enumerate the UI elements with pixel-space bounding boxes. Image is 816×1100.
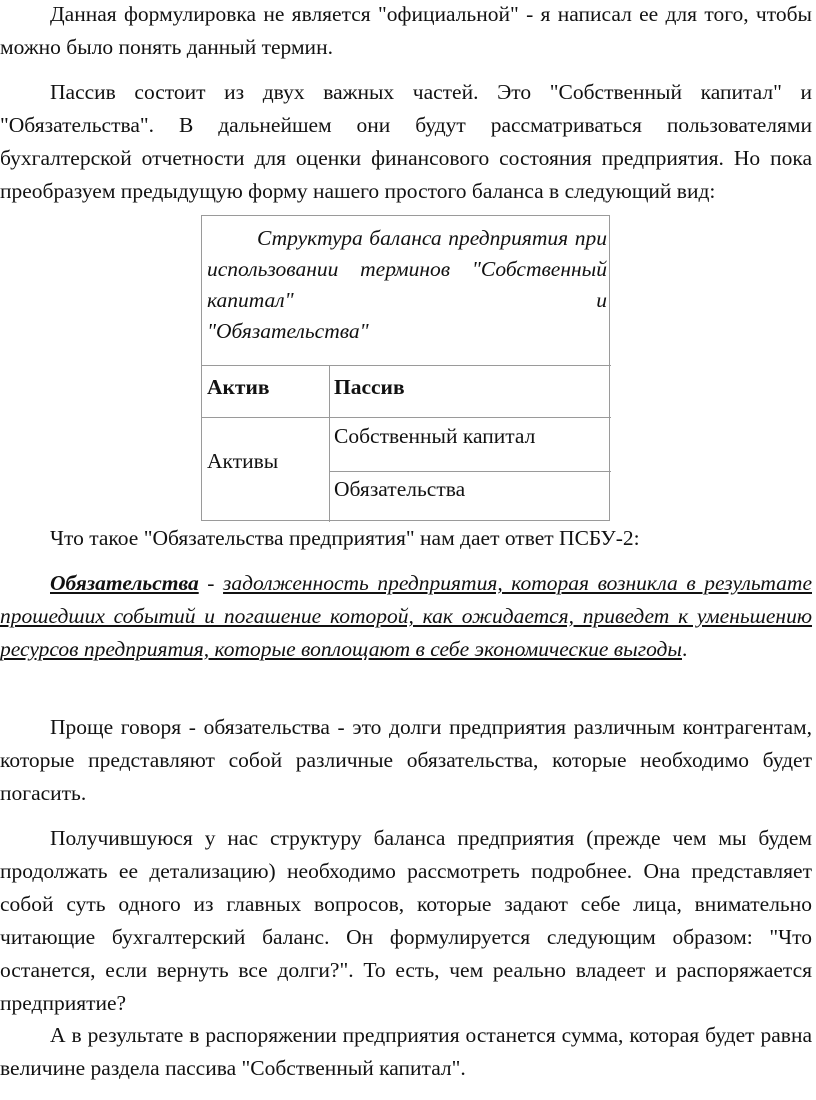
paragraph-psbu-question: Что такое "Обязательства предприятия" нам дает ответ ПСБУ-2: [50, 526, 640, 550]
paragraph-result-equity: А в результате в распоряжении предприятия останется сумма, которая будет равна величине раздела пассива "Собственный капитал". [0, 1023, 812, 1080]
table-caption-text: Структура баланса предприятия при использовании терминов "Собственный капитал" и [207, 226, 607, 312]
header-passive: Пассив [334, 375, 405, 399]
table-column-divider [329, 366, 330, 522]
table-caption [202, 216, 611, 366]
paragraph-simply-put: Проще говоря - обязательства - это долги предприятия различным контрагентам, которые представляют собой различные обязательства, которые необходимо будет погасить. [0, 715, 812, 805]
table-row-divider [329, 471, 611, 472]
table-caption-last-line: "Обязательства" [207, 319, 369, 343]
paragraph-formulation-note: Данная формулировка не является "официальной" - я написал ее для того, чтобы можно было понять данный термин. [0, 2, 812, 59]
balance-structure-table [201, 215, 610, 521]
definition-dash: - [198, 571, 224, 595]
header-active: Актив [207, 375, 270, 399]
paragraph-balance-structure: Получившуюся у нас структуру баланса предприятия (прежде чем мы будем продолжать ее детализацию) необходимо рассмотреть подробнее. Она представляет собой суть одного из главных вопросов, которые задают себе лица, внимательно читающие бухгалтерский баланс. Он формулируется следующим образом: "Что останется, если вернуть все долги?". То есть, чем реально владеет и распоряжается предприятие? [0, 826, 812, 1015]
cell-assets: Активы [207, 449, 279, 473]
paragraph-passive-parts: Пассив состоит из двух важных частей. Это "Собственный капитал" и "Обязательства". В дальнейшем они будут рассматриваться пользователями бухгалтерской отчетности для оценки финансового состояния предприятия. Но пока преобразуем предыдущую форму нашего простого баланса в следующий вид: [0, 80, 812, 203]
cell-equity: Собственный капитал [334, 424, 536, 448]
definition-term: Обязательства [50, 571, 199, 595]
paragraph-liabilities-definition [0, 567, 812, 666]
table-header-row [202, 366, 611, 418]
definition-end: . [682, 637, 688, 661]
definition-body: задолженность предприятия, которая возникла в результате прошедших событий и погашение которой, как ожидается, приведет к уменьшению ресурсов предприятия, которые воплощают в себе экономические выгоды [0, 571, 812, 661]
cell-liabilities: Обязательства [334, 477, 466, 501]
